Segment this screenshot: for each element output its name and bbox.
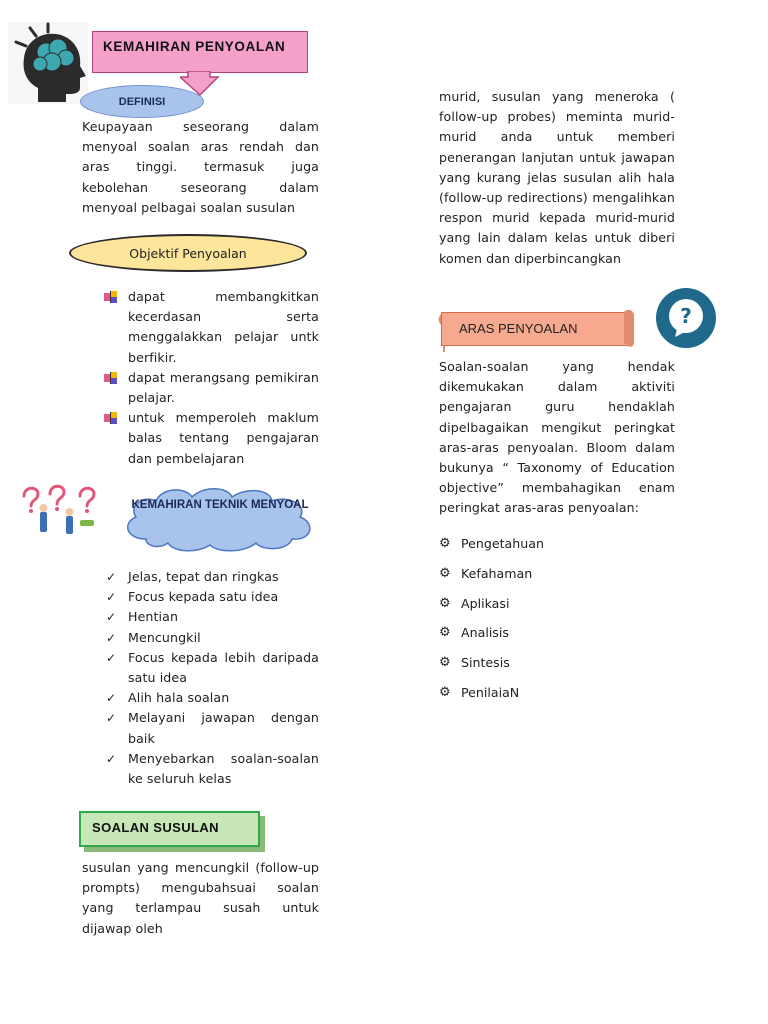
definisi-label: DEFINISI <box>80 85 204 118</box>
list-item: ⚙ Aplikasi <box>439 589 675 619</box>
gear-bullet-icon: ⚙ <box>439 655 451 671</box>
question-people-icon <box>18 482 104 540</box>
list-item: ✓ Focus kepada lebih daripada satu idea <box>106 649 319 686</box>
checkmark-icon: ✓ <box>106 711 117 726</box>
list-item: ✓ Hentian <box>104 607 319 627</box>
list-item: ⚙ Sintesis <box>439 648 675 678</box>
list-item: dapat membangkitkan kecerdasan serta menggalakkan pelajar untk berfikir. <box>104 287 319 368</box>
checkmark-icon: ✓ <box>106 691 117 706</box>
susulan-text: susulan yang mencungkil (follow-up prompts) mengubahsuai soalan yang terlampau susah untuk dijawap oleh <box>82 860 319 936</box>
checkmark-icon: ✓ <box>106 590 117 605</box>
list-item: ✓ Focus kepada satu idea <box>104 587 319 607</box>
list-item: ✓ Alih hala soalan <box>104 688 319 708</box>
bloom-levels-list <box>439 529 675 708</box>
teknik-list <box>104 567 319 789</box>
list-item: ✓ Jelas, tepat dan ringkas <box>104 567 319 587</box>
brain-head-icon <box>8 22 88 104</box>
cloud-shape <box>116 481 326 553</box>
page-title: KEMAHIRAN PENYOALAN <box>92 31 308 73</box>
gear-bullet-icon: ⚙ <box>439 625 451 641</box>
teknik-label: KEMAHIRAN TEKNIK MENYOAL <box>131 499 309 511</box>
gear-bullet-icon: ⚙ <box>439 595 451 611</box>
list-item: ✓ Menyebarkan soalan-soalan ke seluruh kelas <box>106 750 319 787</box>
objektif-list <box>104 287 319 469</box>
pin-bullet-icon <box>104 372 118 384</box>
list-item: untuk memperoleh maklum balas tentang pengajaran dan pembelajaran <box>104 408 319 469</box>
checkmark-icon: ✓ <box>106 751 117 766</box>
gear-bullet-icon: ⚙ <box>439 565 451 581</box>
scroll-curl-right <box>624 308 634 348</box>
list-item: dapat merangsang pemikiran pelajar. <box>104 368 319 408</box>
aras-text: Soalan-soalan yang hendak dikemukakan dalam aktiviti pengajaran guru hendaklah dipelbagaikan mengikut peringkat aras-aras penyoalan. Bloom dalam bukunya “ Taxonomy of Education objective” membahagikan enam peringkat aras-aras penyoalan: <box>439 359 675 516</box>
list-item: ⚙ Analisis <box>439 618 675 648</box>
svg-text:?: ? <box>680 304 692 328</box>
checkmark-icon: ✓ <box>106 610 117 625</box>
gear-bullet-icon: ⚙ <box>439 684 451 700</box>
soalan-susulan-label: SOALAN SUSULAN <box>79 811 260 847</box>
list-item: ✓ Mencungkil <box>104 628 319 648</box>
list-item: ⚙ PenilaiaN <box>439 678 675 708</box>
pin-bullet-icon <box>104 291 118 303</box>
definisi-text: Keupayaan seseorang dalam menyoal soalan aras rendah dan aras tinggi. termasuk juga kebolehan seseorang dalam menyoal pelbagai soalan susulan <box>82 119 319 215</box>
checkmark-icon: ✓ <box>106 650 117 665</box>
list-item: ⚙ Kefahaman <box>439 559 675 589</box>
gear-bullet-icon: ⚙ <box>439 536 451 551</box>
susulan-continued-text: murid, susulan yang meneroka ( follow-up probes) meminta murid-murid anda untuk memberi penerangan lanjutan untuk jawapan yang kurang jelas susulan alih hala (follow-up redirections) mengalihkan respon murid kepada murid-murid yang lain dalam kelas untuk diberi komen dan diperbincangkan <box>439 89 675 266</box>
objektif-label: Objektif Penyoalan <box>69 234 307 272</box>
checkmark-icon: ✓ <box>106 630 117 645</box>
checkmark-icon: ✓ <box>106 570 117 584</box>
list-item: ✓ Melayani jawapan dengan baik <box>106 710 319 746</box>
list-item: ⚙ Pengetahuan <box>439 529 675 559</box>
aras-penyoalan-label: ARAS PENYOALAN <box>441 312 632 346</box>
help-circle-icon <box>655 287 717 349</box>
pin-bullet-icon <box>104 412 118 424</box>
